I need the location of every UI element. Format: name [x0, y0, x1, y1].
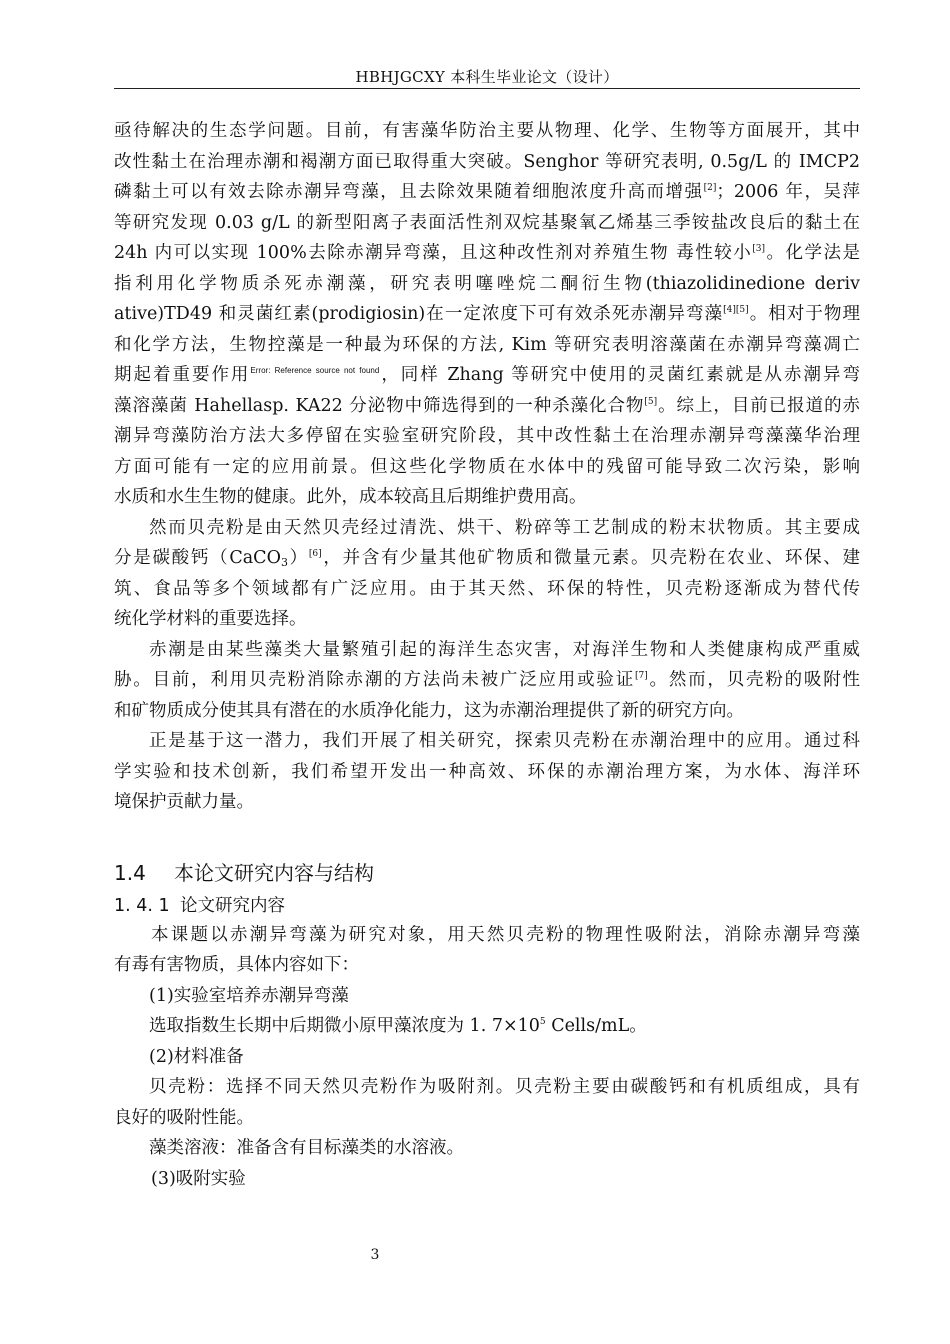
- section-number: 1.4: [114, 860, 146, 885]
- page-header: HBHJGCXY 本科生毕业论文（设计）: [355, 68, 619, 86]
- text-line: 24h 内可以实现 100%去除赤潮异弯藻，且这种改性剂对养殖生物 毒性较小[3]。化学法是: [114, 243, 860, 263]
- text-line: 和矿物质成分使其具有潜在的水质净化能力，这为赤潮治理提供了新的研究方向。: [114, 700, 744, 721]
- citation: [2]: [703, 183, 717, 193]
- paragraph-algal-control: [114, 116, 860, 513]
- subsection-heading: [114, 892, 860, 920]
- text-line: 和化学方法，生物控藻是一种最为环保的方法, Kim 等研究表明溶藻菌在赤潮异弯藻凋亡: [114, 334, 860, 355]
- text-line: 境保护贡献力量。: [114, 792, 254, 812]
- text-line: 良好的吸附性能。: [114, 1107, 254, 1128]
- text-line: 指利用化学物质杀死赤潮藻，研究表明噻唑烷二酮衍生物(thiazolidinedione deriv: [114, 273, 860, 294]
- text-line: 正是基于这一潜力，我们开展了相关研究，探索贝壳粉在赤潮治理中的应用。通过科: [149, 731, 860, 751]
- text-line: 水质和水生生物的健康。此外，成本较高且后期维护费用高。: [114, 487, 587, 507]
- citation: [3]: [752, 244, 765, 254]
- text-line: 方面可能有一定的应用前景。但这些化学物质在水体中的残留可能导致二次污染，影响: [114, 456, 860, 477]
- text-line: 藻溶藻菌 Hahellasp. KA22 分泌物中筛选得到的一种杀藻化合物[5]。综上，目前已报道的赤: [114, 395, 861, 416]
- text-line: 本课题以赤潮异弯藻为研究对象，用天然贝壳粉的物理性吸附法，消除赤潮异弯藻: [151, 924, 860, 945]
- item-title: (1)实验室培养赤潮异弯藻: [149, 985, 349, 1006]
- text-line: 赤潮是由某些藻类大量繁殖引起的海洋生态灾害，对海洋生物和人类健康构成严重威: [149, 639, 860, 660]
- paragraph-red-tide: [114, 635, 860, 727]
- citation: [4][5]: [723, 305, 749, 315]
- text-line: ative)TD49 和灵菌红素(prodigiosin)在一定浓度下可有效杀死赤潮异弯藻[4][5]。相对于物理: [114, 304, 860, 324]
- citation: [7]: [635, 671, 648, 681]
- text-line: 分是碳酸钙（CaCO$_3$）[6]，并含有少量其他矿物质和微量元素。贝壳粉在农业、环保、建: [114, 548, 861, 569]
- item-text: 选取指数生长期中后期微小原甲藻浓度为 1. $7\times 10^5$ Cells/mL。: [149, 1016, 647, 1036]
- text-line: 改性黏土在治理赤潮和褐潮方面已取得重大突破。Senghor 等研究表明, 0.5g/L 的 IMCP2: [114, 151, 860, 172]
- text-line: 期起着重要作用$^{Error: Reference source not found}$，同样 Zhang 等研究中使用的灵菌红素就是从赤潮异弯: [114, 365, 861, 385]
- item-text: 藻类溶液：准备含有目标藻类的水溶液。: [149, 1138, 464, 1158]
- section-heading: [114, 858, 860, 888]
- text-line: 统化学材料的重要选择。: [114, 609, 307, 629]
- paragraph-shell-powder: [114, 513, 860, 635]
- text-line: 磷黏土可以有效去除赤潮异弯藻，且去除效果随着细胞浓度升高而增强[2]；2006 年，吴萍: [114, 182, 861, 202]
- subsection-number: 1. 4. 1: [114, 895, 170, 916]
- subsection-title: 论文研究内容: [180, 895, 285, 916]
- text-line: 学实验和技术创新，我们希望开发出一种高效、环保的赤潮治理方案，为水体、海洋环: [114, 761, 860, 782]
- page-body: [114, 116, 860, 1194]
- text-line: 等研究发现 0.03 g/L 的新型阳离子表面活性剂双烷基聚氧乙烯基三季铵盐改良后的黏土在: [114, 212, 860, 233]
- text-line: 贝壳粉：选择不同天然贝壳粉作为吸附剂。贝壳粉主要由碳酸钙和有机质组成，具有: [149, 1077, 860, 1097]
- text-line: 胁。目前，利用贝壳粉消除赤潮的方法尚未被广泛应用或验证[7]。然而，贝壳粉的吸附性: [114, 670, 861, 690]
- subscript: 3: [280, 556, 288, 569]
- page-number: 3: [370, 1247, 380, 1263]
- paragraph-shell-material: [114, 1072, 860, 1133]
- text-line: 筑、食品等多个领域都有广泛应用。由于其天然、环保的特性，贝壳粉逐渐成为替代传: [114, 578, 860, 599]
- paragraph-research-content: [114, 920, 860, 981]
- text-line: 亟待解决的生态学问题。目前，有害藻华防治主要从物理、化学、生物等方面展开，其中: [114, 121, 860, 141]
- citation: [5]: [644, 396, 658, 407]
- item-title: (3)吸附实验: [151, 1168, 246, 1189]
- citation: [6]: [308, 549, 322, 559]
- paragraph-research-motivation: [114, 726, 860, 818]
- text-line: 有毒有害物质，具体内容如下：: [114, 955, 359, 975]
- superscript: 5: [539, 1017, 546, 1027]
- header-rule: [114, 88, 860, 89]
- reference-error: Error: Reference source not found: [250, 366, 380, 375]
- text-line: 然而贝壳粉是由天然贝壳经过清洗、烘干、粉碎等工艺制成的粉末状物质。其主要成: [149, 517, 860, 538]
- item-title: (2)材料准备: [149, 1046, 244, 1067]
- text-line: 潮异弯藻防治方法大多停留在实验室研究阶段，其中改性黏土在治理赤潮异弯藻藻华治理: [114, 426, 860, 446]
- section-title: 本论文研究内容与结构: [174, 860, 374, 885]
